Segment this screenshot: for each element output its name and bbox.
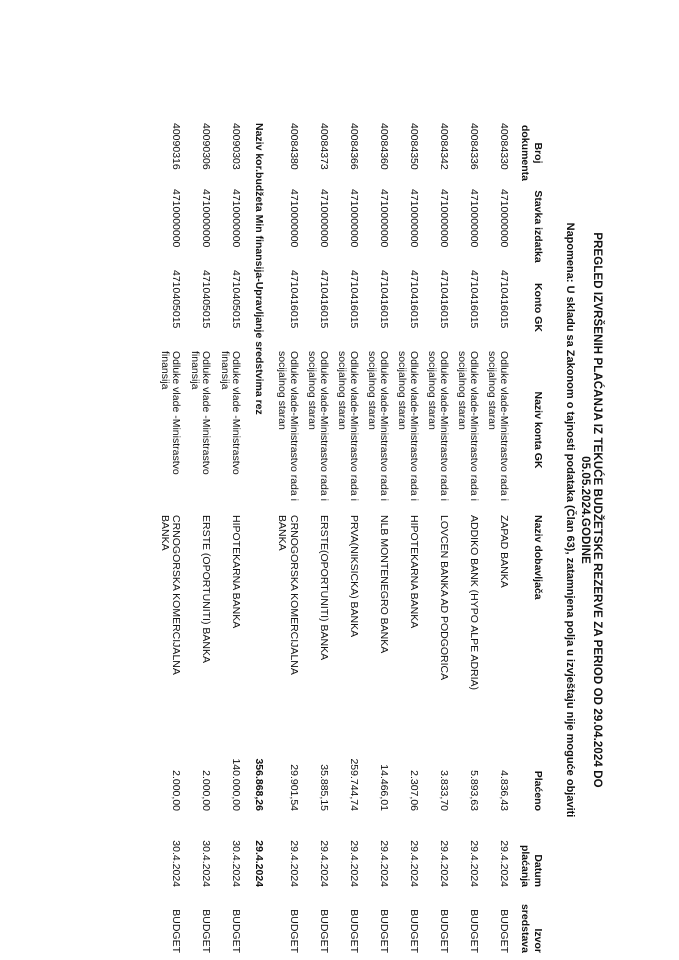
section-date: 29.4.2024 xyxy=(253,840,265,887)
cell-konto: 4710405015 xyxy=(200,270,213,329)
cell-naziv: Odluke vlade-Ministrastvo rada i socijalnog staran xyxy=(396,351,420,501)
cell-naziv: Odluke vlade-Ministrastvo rada i socijalnog staran xyxy=(426,351,450,501)
cell-stavka: 4710000000 xyxy=(438,189,450,248)
cell-placeno: 29.901,54 xyxy=(288,764,300,811)
cell-datum: 29.4.2024 xyxy=(318,840,330,887)
cell-izvor: BUDGET xyxy=(468,909,480,953)
col-header-dobavljac: Naziv dobavljača xyxy=(532,515,544,600)
section-total: 356.868,26 xyxy=(253,758,265,811)
cell-naziv: Odluke vlade -Ministrastvo finansija xyxy=(219,351,243,475)
cell-izvor: BUDGET xyxy=(200,909,213,953)
col-header-stavka: Stavka izdatka xyxy=(532,190,544,263)
cell-datum: 29.4.2024 xyxy=(438,840,450,887)
cell-naziv: Odluke vlade-Ministrastvo rada i socijalnog staran xyxy=(366,351,390,501)
cell-stavka: 4710000000 xyxy=(378,189,390,248)
cell-konto: 4710416015 xyxy=(408,270,420,329)
cell-dobavljac: CRNOGORSKA KOMERCIJALNA BANKA xyxy=(276,515,300,675)
cell-konto: 4710416015 xyxy=(378,270,390,329)
cell-konto: 4710416015 xyxy=(348,270,360,329)
cell-doc: 40090306 xyxy=(200,123,213,170)
cell-dobavljac: ZAPAD BANKA xyxy=(498,515,510,588)
cell-konto: 4710416015 xyxy=(498,270,510,329)
table-row xyxy=(185,120,215,956)
cell-stavka: 4710000000 xyxy=(230,189,243,248)
cell-datum: 29.4.2024 xyxy=(408,840,420,887)
table-row xyxy=(392,120,422,956)
cell-placeno: 259.744,74 xyxy=(348,758,360,811)
cell-dobavljac: ERSTE(OPORTUNITI) BANKA xyxy=(318,515,330,661)
cell-konto: 4710405015 xyxy=(230,270,243,329)
cell-dobavljac: PRVA(NIKSICKA) BANKA xyxy=(348,515,360,638)
cell-stavka: 4710000000 xyxy=(348,189,360,248)
cell-doc: 40084373 xyxy=(318,123,330,170)
col-header-naziv-konta: Naziv konta GK xyxy=(532,391,544,469)
table-row xyxy=(215,120,245,956)
cell-placeno: 2.000,00 xyxy=(200,770,213,811)
table-row xyxy=(155,120,185,956)
col-header-doc: Broj dokumenta xyxy=(519,124,544,181)
cell-naziv: Odluke vlade -Ministrastvo finansija xyxy=(189,351,213,475)
section-total-row xyxy=(245,120,273,956)
table-row xyxy=(452,120,482,956)
cell-dobavljac: LOVCEN BANKA AD PODGORICA xyxy=(438,515,450,681)
table-row xyxy=(362,120,392,956)
cell-konto: 4710405015 xyxy=(170,270,183,329)
cell-datum: 30.4.2024 xyxy=(230,840,243,887)
cell-placeno: 5.893,63 xyxy=(468,770,480,811)
cell-izvor: BUDGET xyxy=(408,909,420,953)
cell-izvor: BUDGET xyxy=(318,909,330,953)
cell-naziv: Odluke vlade -Ministrastvo finansija xyxy=(159,351,183,475)
cell-naziv: Odluke vlade-Ministrastvo rada i socijalnog staran xyxy=(306,351,330,501)
cell-naziv: Odluke vlade-Ministrastvo rada i socijalnog staran xyxy=(486,351,510,501)
cell-datum: 29.4.2024 xyxy=(288,840,300,887)
cell-doc: 40084360 xyxy=(378,123,390,170)
cell-doc: 40090303 xyxy=(230,123,243,170)
cell-placeno: 140.000,00 xyxy=(230,758,243,811)
cell-dobavljac: HIPOTEKARNA BANKA xyxy=(230,515,243,629)
cell-izvor: BUDGET xyxy=(348,909,360,953)
cell-naziv: Odluke vlade-Ministrastvo rada i socijalnog staran xyxy=(456,351,480,501)
cell-placeno: 35.885,15 xyxy=(318,764,330,811)
cell-dobavljac: CRNOGORSKA KOMERCIJALNA BANKA xyxy=(159,515,183,675)
cell-dobavljac: NLB MONTENEGRO BANKA xyxy=(378,515,390,654)
cell-stavka: 4710000000 xyxy=(468,189,480,248)
report-title: PREGLED IZVRŠENIH PLAĆANJA IZ TEKUĆE BUDŽETSKE REZERVE ZA PERIOD OD 29.04.2024 DO 05.05.2024.GODINE xyxy=(579,232,603,788)
cell-datum: 29.4.2024 xyxy=(348,840,360,887)
cell-stavka: 4710000000 xyxy=(288,189,300,248)
cell-doc: 40090316 xyxy=(170,123,183,170)
cell-datum: 30.4.2024 xyxy=(170,840,183,887)
cell-izvor: BUDGET xyxy=(230,909,243,953)
cell-doc: 40084366 xyxy=(348,123,360,170)
cell-stavka: 4710000000 xyxy=(170,189,183,248)
cell-stavka: 4710000000 xyxy=(498,189,510,248)
cell-placeno: 2.000,00 xyxy=(170,770,183,811)
cell-naziv: Odluke vlade-Ministrastvo rada i socijalnog staran xyxy=(336,351,360,501)
col-header-izvor: Izvor sredstava xyxy=(519,903,544,953)
cell-dobavljac: ADDIKO BANK (HYPO ALPE ADRIA) xyxy=(468,515,480,691)
cell-konto: 4710416015 xyxy=(318,270,330,329)
cell-placeno: 3.833,70 xyxy=(438,770,450,811)
table-row xyxy=(332,120,362,956)
table-row xyxy=(422,120,452,956)
cell-konto: 4710416015 xyxy=(288,270,300,329)
report-note: Napomena: U skladu sa Zakonom o tajnosti podataka (Član 63), zatamnjena polja u izvještaju nije moguće objaviti xyxy=(564,222,576,818)
cell-placeno: 14.466,01 xyxy=(378,764,390,811)
cell-doc: 40084336 xyxy=(468,123,480,170)
cell-doc: 40084350 xyxy=(408,123,420,170)
cell-datum: 29.4.2024 xyxy=(498,840,510,887)
cell-konto: 4710416015 xyxy=(438,270,450,329)
cell-doc: 40084342 xyxy=(438,123,450,170)
table-row xyxy=(482,120,512,956)
cell-izvor: BUDGET xyxy=(498,909,510,953)
cell-doc: 40084380 xyxy=(288,123,300,170)
col-header-datum: Datum plaćanja xyxy=(519,844,544,887)
section-label: Naziv kor.budžeta Min finansija-Upravljanje sredstvima rez xyxy=(253,123,265,415)
table-row xyxy=(302,120,332,956)
cell-izvor: BUDGET xyxy=(438,909,450,953)
cell-datum: 29.4.2024 xyxy=(468,840,480,887)
cell-stavka: 4710000000 xyxy=(408,189,420,248)
cell-stavka: 4710000000 xyxy=(200,189,213,248)
cell-dobavljac: ERSTE (OPORTUNITI) BANKA xyxy=(200,515,213,663)
cell-placeno: 4.836,43 xyxy=(498,770,510,811)
cell-konto: 4710416015 xyxy=(468,270,480,329)
cell-datum: 30.4.2024 xyxy=(200,840,213,887)
col-header-konto: Konto GK xyxy=(532,283,544,332)
cell-stavka: 4710000000 xyxy=(318,189,330,248)
cell-placeno: 2.307,06 xyxy=(408,770,420,811)
cell-datum: 29.4.2024 xyxy=(378,840,390,887)
cell-naziv: Odluke vlade-Ministrastvo rada i socijalnog staran xyxy=(276,351,300,501)
cell-izvor: BUDGET xyxy=(170,909,183,953)
table-row xyxy=(272,120,302,956)
cell-izvor: BUDGET xyxy=(288,909,300,953)
col-header-placeno: Plaćeno xyxy=(532,770,544,811)
cell-dobavljac: HIPOTEKARNA BANKA xyxy=(408,515,420,629)
cell-doc: 40084330 xyxy=(498,123,510,170)
payments-table xyxy=(155,120,545,956)
cell-izvor: BUDGET xyxy=(378,909,390,953)
table-header-row xyxy=(512,120,544,956)
